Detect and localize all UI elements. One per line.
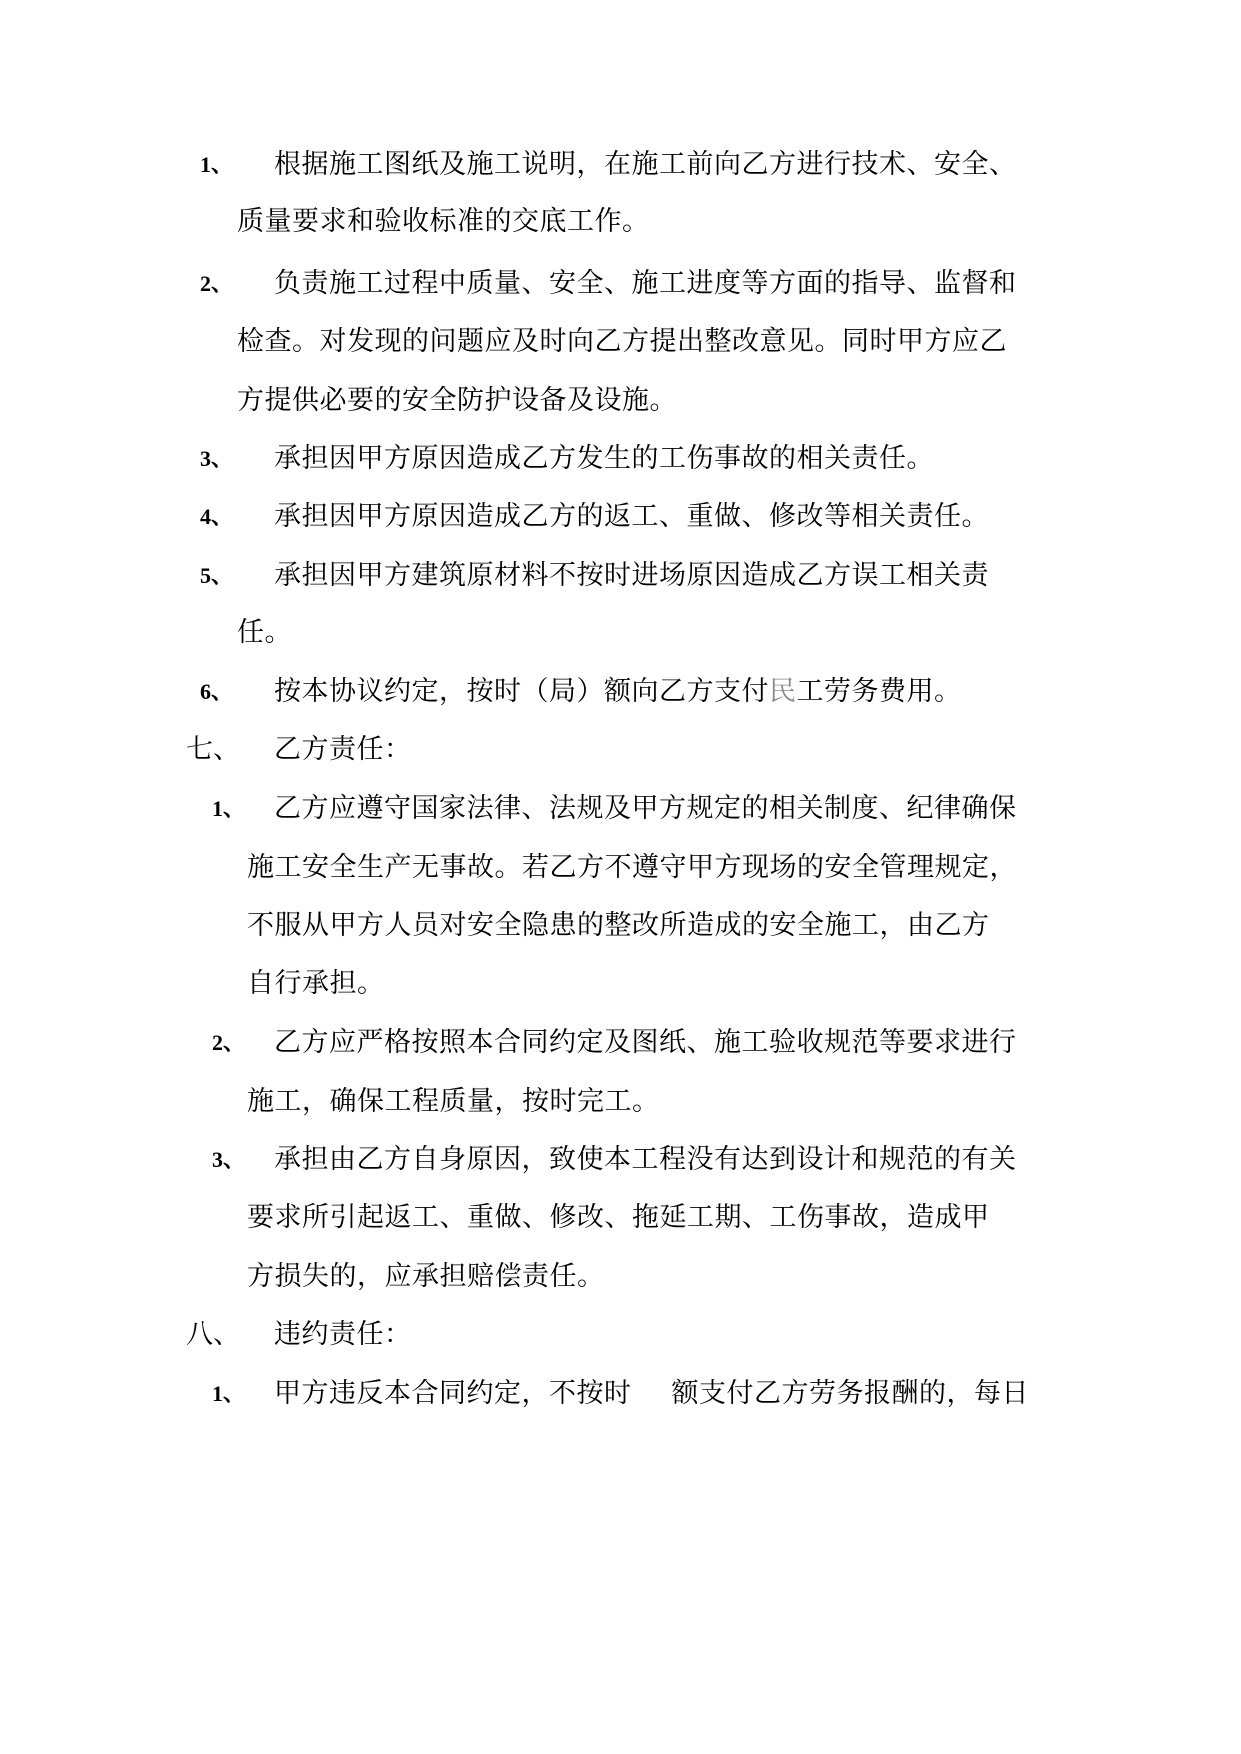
item-number: 1、 [212,1381,246,1406]
item-text-line: 负责施工过程中质量、安全、施工进度等方面的指导、监督和 [274,268,1017,299]
section-title: 乙方责任： [274,734,412,765]
text-part: 按本协议约定，按时（局）额向乙方支付 [274,676,769,707]
item-number: 4、 [200,504,234,529]
item-number: 2、 [200,271,234,296]
section-title: 违约责任： [274,1319,412,1350]
item-text-line: 乙方应遵守国家法律、法规及甲方规定的相关制度、纪律确保 [274,793,1017,824]
item-text-line: 根据施工图纸及施工说明，在施工前向乙方进行技术、安全、 [274,149,1017,180]
item-number: 2、 [212,1030,246,1055]
item-number: 6、 [200,679,234,704]
item-text-line: 方提供必要的安全防护设备及设施。 [237,385,677,416]
item-text-line: 承担因甲方原因造成乙方的返工、重做、修改等相关责任。 [274,501,989,532]
item-text-line: 自行承担。 [247,968,385,999]
item-text-line: 施工安全生产无事故。若乙方不遵守甲方现场的安全管理规定， [247,852,1017,883]
item-text-line: 任。 [237,617,292,648]
item-text-line: 承担因甲方建筑原材料不按时进场原因造成乙方误工相关责 [274,560,989,591]
item-text-line: 承担由乙方自身原因，致使本工程没有达到设计和规范的有关 [274,1144,1017,1175]
text-part: 额支付乙方劳务报酬的，每日 [671,1378,1029,1409]
item-text-line: 乙方应严格按照本合同约定及图纸、施工验收规范等要求进行 [274,1027,1017,1058]
item-text-line: 承担因甲方原因造成乙方发生的工伤事故的相关责任。 [274,443,934,474]
text-part: 甲方违反本合同约定，不按时 [274,1378,632,1409]
section-number: 八、 [186,1319,240,1350]
item-text-line: 要求所引起返工、重做、修改、拖延工期、工伤事故，造成甲 [247,1202,990,1233]
item-text-line [274,670,962,714]
item-text-line: 施工，确保工程质量，按时完工。 [247,1086,660,1117]
item-text-line: 方损失的，应承担赔偿责任。 [247,1261,605,1292]
text-part: 工劳务费用。 [796,676,962,707]
item-text-line: 质量要求和验收标准的交底工作。 [237,206,650,237]
faded-character: 民 [769,676,797,707]
item-text-line [274,1372,1029,1416]
section-number: 七、 [186,734,240,765]
item-number: 3、 [200,446,234,471]
item-text-line: 检查。对发现的问题应及时向乙方提出整改意见。同时甲方应乙 [237,326,1007,357]
item-number: 5、 [200,563,234,588]
item-number: 3、 [212,1147,246,1172]
item-number: 1、 [212,796,246,821]
item-number: 1、 [200,152,234,177]
item-text-line: 不服从甲方人员对安全隐患的整改所造成的安全施工，由乙方 [247,910,990,941]
